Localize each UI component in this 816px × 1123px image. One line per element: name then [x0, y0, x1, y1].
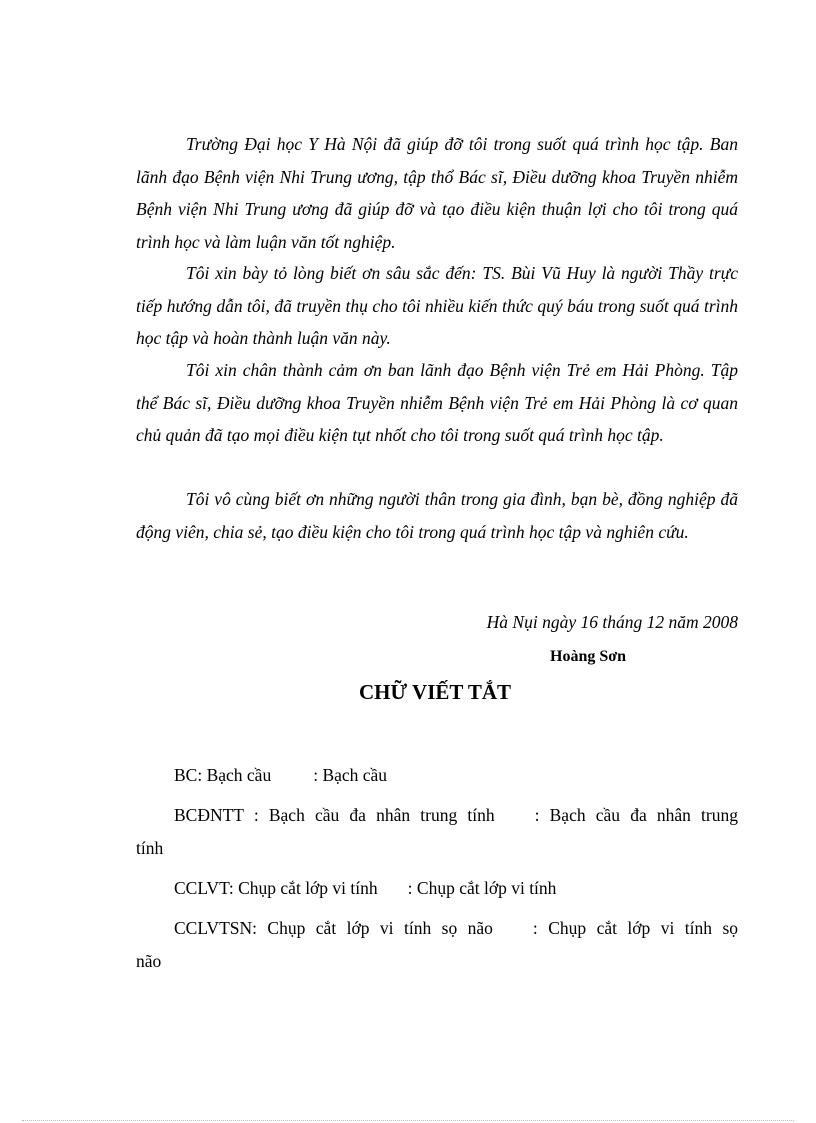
acknowledgement-text: Tôi vô cùng biết ơn những người thân trong gia đình, bạn bè, đồng nghiệp đã động viên, chia sẻ, tạo điều kiện cho tôi trong quá trình học tập và nghiên cứu.: [136, 489, 738, 542]
abbreviation-entry: [136, 872, 738, 905]
page-bottom-divider: [22, 1120, 794, 1121]
author-signature: Hoàng Sơn: [550, 648, 626, 665]
abbreviation-entry: [136, 799, 738, 865]
abbreviation-definition: : Chụp cắt lớp vi tính sọ não: [136, 918, 738, 971]
acknowledgement-paragraph: [136, 354, 738, 452]
acknowledgement-text: Trường Đại học Y Hà Nội đã giúp đỡ tôi trong suốt quá trình học tập. Ban lãnh đạo Bệnh viện Nhi Trung ương, tập thổ Bác sĩ, Điều dưỡng khoa Truyền nhiễm Bệnh viện Nhi Trung ương đã giúp đỡ và tạo điều kiện thuận lợi cho tôi trong quá trình học và làm luận văn tốt nghiệp.: [136, 134, 738, 252]
abbreviation-term: CCLVT: Chụp cắt lớp vi tính: [174, 878, 378, 898]
acknowledgement-paragraph: [136, 483, 738, 548]
abbreviation-entry: [136, 759, 738, 792]
abbreviation-definition: : Bạch cầu đa nhân trung tính: [136, 805, 738, 858]
abbreviation-definition: : Bạch cầu: [313, 765, 388, 785]
acknowledgement-paragraph: [136, 257, 738, 355]
abbreviation-term: BC: Bạch cầu: [174, 765, 272, 785]
abbreviation-entry: [136, 912, 738, 978]
section-title: CHỮ VIẾT TẮT: [358, 680, 512, 704]
abbreviation-term: CCLVTSN: Chụp cắt lớp vi tính sọ não: [174, 918, 493, 938]
abbreviation-term: BCĐNTT : Bạch cầu đa nhân trung tính: [174, 805, 495, 825]
abbreviation-definition: : Chụp cắt lớp vi tính: [407, 878, 557, 898]
acknowledgement-paragraph: [136, 128, 738, 258]
acknowledgement-text: Tôi xin chân thành cảm ơn ban lãnh đạo Bệnh viện Trẻ em Hải Phòng. Tập thể Bác sĩ, Điều dưỡng khoa Truyền nhiễm Bệnh viện Trẻ em Hải Phòng là cơ quan chủ quản đã tạo mọi điều kiện tụt nhốt cho tôi trong suốt quá trình học tập.: [136, 360, 738, 445]
acknowledgement-text: Tôi xin bày tỏ lòng biết ơn sâu sắc đến: TS. Bùi Vũ Huy là người Thầy trực tiếp hướng dẫn tôi, đã truyền thụ cho tôi nhiều kiến thức quý báu trong suốt quá trình học tập và hoàn thành luận văn này.: [136, 263, 738, 348]
date-line: Hà Nụi ngày 16 tháng 12 năm 2008: [486, 612, 738, 632]
